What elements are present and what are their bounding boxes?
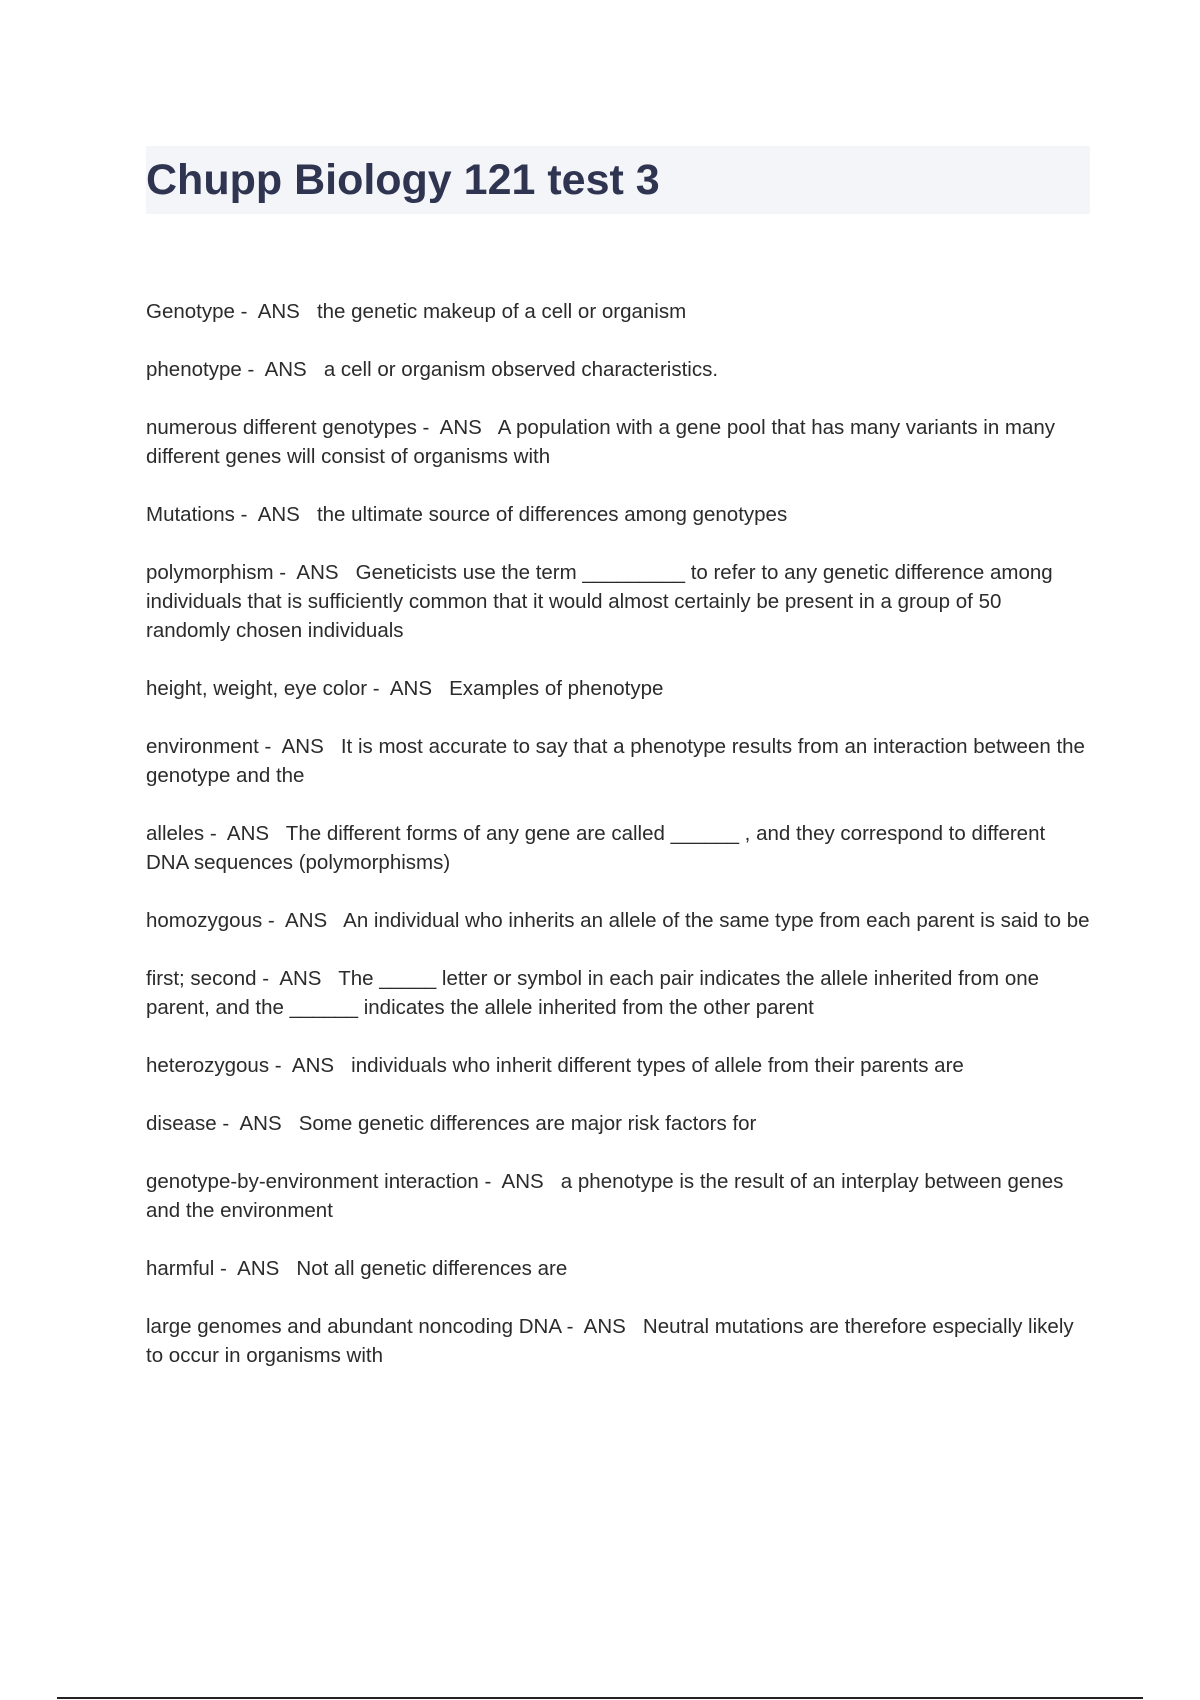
answer-label: ANS <box>281 735 324 758</box>
entry-term: height, weight, eye color <box>146 677 368 700</box>
entry-term: phenotype <box>146 358 242 381</box>
flashcard-entry: first; second - ANS The _____ letter or symbol in each pair indicates the allele inherited from one parent, and the ______ indicates the allele inherited from the other parent <box>146 967 1040 1019</box>
entry-definition: It is most accurate to say that a phenotype results from an interaction between the genotype and the <box>146 735 1085 787</box>
entry-definition: the genetic makeup of a cell or organism <box>316 300 687 323</box>
flashcard-entry: height, weight, eye color - ANS Examples of phenotype <box>146 677 664 700</box>
flashcard-entry: alleles - ANS The different forms of any gene are called ______ , and they correspond to different DNA sequences (polymorphisms) <box>146 822 1046 874</box>
answer-label: ANS <box>257 503 300 526</box>
entry-definition: Geneticists use the term _________ to refer to any genetic difference among individuals that is sufficiently common that it would almost certainly be present in a group of 50 randomly chosen individuals <box>146 561 1053 642</box>
flashcard-entry: homozygous - ANS An individual who inherits an allele of the same type from each parent is said to be <box>146 909 1090 932</box>
entry-term: genotype-by-environment interaction <box>146 1170 479 1193</box>
entry-term: homozygous <box>146 909 263 932</box>
flashcard-entry: numerous different genotypes - ANS A population with a gene pool that has many variants in many different genes will consist of organisms with <box>146 416 1056 468</box>
answer-label: ANS <box>296 561 339 584</box>
flashcard-entry: genotype-by-environment interaction - ANS a phenotype is the result of an interplay between genes and the environment <box>146 1170 1064 1222</box>
entry-definition: The _____ letter or symbol in each pair indicates the allele inherited from one parent, and the ______ indicates the allele inherited from the other parent <box>146 967 1040 1019</box>
answer-label: ANS <box>239 1112 282 1135</box>
entry-term: numerous different genotypes <box>146 416 417 439</box>
answer-label: ANS <box>583 1315 626 1338</box>
entry-term: Mutations <box>146 503 235 526</box>
entry-definition: a cell or organism observed characteristics. <box>323 358 719 381</box>
entry-term: large genomes and abundant noncoding DNA <box>146 1315 561 1338</box>
entry-term: polymorphism <box>146 561 274 584</box>
flashcard-entry: large genomes and abundant noncoding DNA - ANS Neutral mutations are therefore especially likely to occur in organisms with <box>146 1315 1074 1367</box>
answer-label: ANS <box>439 416 482 439</box>
answer-label: ANS <box>501 1170 544 1193</box>
entry-term: first; second <box>146 967 257 990</box>
footer-divider <box>57 1697 1143 1699</box>
answer-label: ANS <box>237 1257 280 1280</box>
flashcard-entry: Genotype - ANS the genetic makeup of a cell or organism <box>146 300 687 323</box>
entry-definition: A population with a gene pool that has many variants in many different genes will consist of organisms with <box>146 416 1056 468</box>
flashcard-list <box>146 297 1090 1399</box>
entry-definition: An individual who inherits an allele of the same type from each parent is said to be <box>343 909 1090 932</box>
answer-label: ANS <box>264 358 307 381</box>
answer-label: ANS <box>285 909 328 932</box>
entry-term: disease <box>146 1112 217 1135</box>
answer-label: ANS <box>279 967 322 990</box>
entry-term: harmful <box>146 1257 215 1280</box>
entry-definition: The different forms of any gene are called ______ , and they correspond to different DNA sequences (polymorphisms) <box>146 822 1046 874</box>
answer-label: ANS <box>257 300 300 323</box>
answer-label: ANS <box>291 1054 335 1077</box>
title-banner <box>146 146 1090 214</box>
entry-term: alleles <box>146 822 205 845</box>
flashcard-entry: disease - ANS Some genetic differences are major risk factors for <box>146 1112 757 1135</box>
entry-definition: Some genetic differences are major risk factors for <box>298 1112 757 1135</box>
entry-definition: the ultimate source of differences among genotypes <box>316 503 788 526</box>
answer-label: ANS <box>389 677 433 700</box>
entry-definition: Neutral mutations are therefore especially likely to occur in organisms with <box>146 1315 1074 1367</box>
page-title: Chupp Biology 121 test 3 <box>146 156 660 204</box>
flashcard-entry: Mutations - ANS the ultimate source of differences among genotypes <box>146 503 788 526</box>
flashcard-entry: environment - ANS It is most accurate to say that a phenotype results from an interaction between the genotype and the <box>146 735 1085 787</box>
answer-label: ANS <box>226 822 270 845</box>
entry-definition: individuals who inherit different types of allele from their parents are <box>351 1054 964 1077</box>
flashcard-entry: polymorphism - ANS Geneticists use the term _________ to refer to any genetic difference among individuals that is sufficiently common that it would almost certainly be present in a group of 50 randomly chosen individuals <box>146 561 1053 642</box>
entry-term: heterozygous <box>146 1054 270 1077</box>
entry-term: environment <box>146 735 259 758</box>
entry-term: Genotype <box>146 300 235 323</box>
flashcard-entry: phenotype - ANS a cell or organism observed characteristics. <box>146 358 719 381</box>
flashcard-entry: harmful - ANS Not all genetic differences are <box>146 1257 568 1280</box>
entry-definition: a phenotype is the result of an interplay between genes and the environment <box>146 1170 1064 1222</box>
entry-definition: Not all genetic differences are <box>296 1257 568 1280</box>
entry-definition: Examples of phenotype <box>449 677 664 700</box>
flashcard-entry: heterozygous - ANS individuals who inherit different types of allele from their parents are <box>146 1054 964 1077</box>
